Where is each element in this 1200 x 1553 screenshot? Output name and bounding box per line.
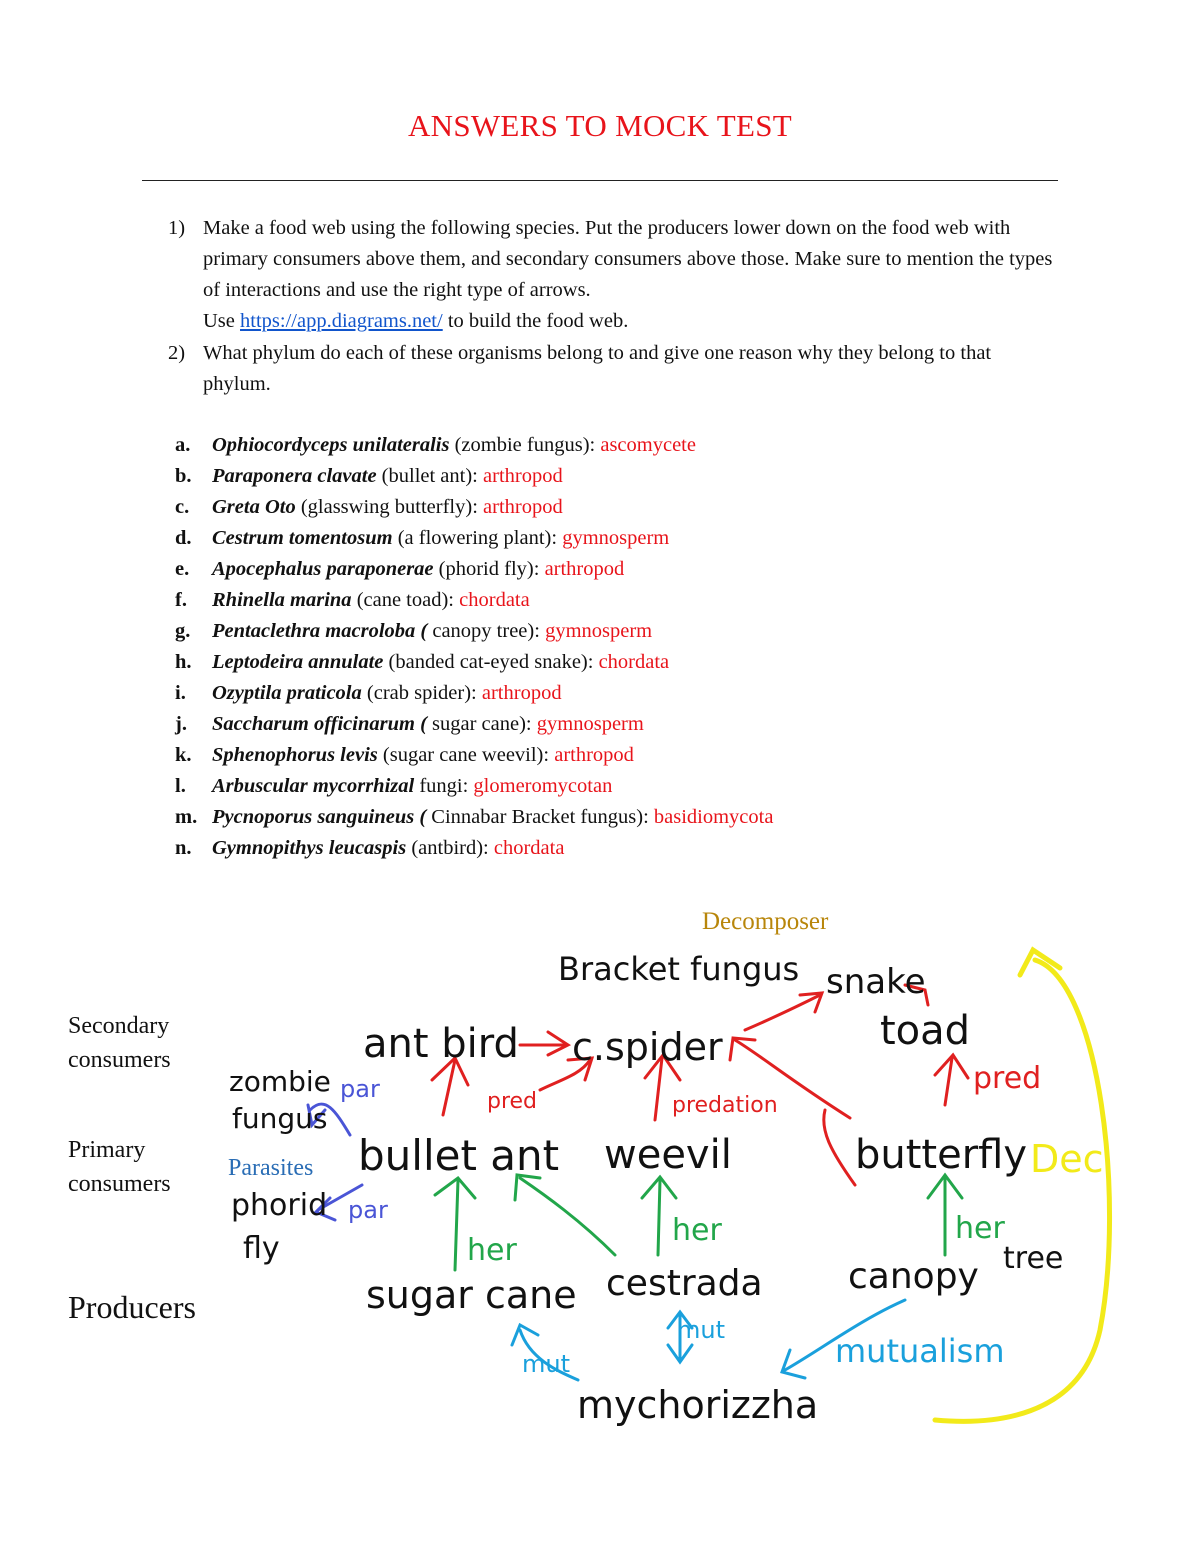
- answer-letter: l.: [175, 775, 186, 797]
- common-name: (antbird):: [411, 837, 489, 859]
- answer-letter: d.: [175, 527, 192, 549]
- scientific-name: Cestrum tomentosum: [212, 527, 393, 549]
- phylum-answer: gymnosperm: [545, 620, 653, 642]
- common-name: (zombie fungus):: [454, 434, 596, 456]
- node-bracket-fungus: Bracket fungus: [558, 950, 800, 988]
- interaction-mutualism-1: mut: [522, 1350, 570, 1378]
- interaction-parasitism-1: par: [340, 1075, 380, 1103]
- question-text: What phylum do each of these organisms belong to and give one reason why they belong to that phylum.: [203, 342, 992, 395]
- scientific-name: Sphenophorus levis: [212, 744, 378, 766]
- interaction-parasitism-2: par: [348, 1196, 388, 1224]
- scientific-name: Saccharum officinarum (: [212, 713, 427, 735]
- phylum-answer: gymnosperm: [536, 713, 644, 735]
- use-suffix: to build the food web.: [447, 310, 629, 332]
- answer-letter: i.: [175, 682, 186, 704]
- question-number: 2): [168, 342, 186, 364]
- label-producers: Producers: [68, 1289, 196, 1325]
- common-name: canopy tree):: [432, 620, 540, 642]
- node-mychorizzha: mychorizzha: [577, 1383, 819, 1427]
- common-name: (phorid fly):: [438, 558, 540, 580]
- interaction-mutualism-2: mut: [677, 1316, 725, 1344]
- interaction-herbivory-3: her: [955, 1211, 1005, 1246]
- common-name: Cinnabar Bracket fungus):: [431, 806, 649, 828]
- node-zombie-fungus-line2: fungus: [232, 1102, 328, 1135]
- common-name: (a flowering plant):: [397, 527, 558, 549]
- answer-letter: f.: [175, 589, 187, 611]
- phylum-answer: arthropod: [544, 558, 625, 580]
- answer-letter: g.: [175, 620, 191, 642]
- label-primary-consumers: consumers: [68, 1171, 171, 1197]
- answer-letter: n.: [175, 837, 192, 859]
- common-name: fungi:: [419, 775, 469, 797]
- common-name: (bullet ant):: [381, 465, 478, 487]
- label-parasites: Parasites: [228, 1155, 314, 1181]
- scientific-name: Leptodeira annulate: [212, 651, 384, 673]
- phylum-answer: arthropod: [554, 744, 634, 766]
- label-primary: Primary: [68, 1137, 146, 1163]
- phylum-answer: chordata: [459, 589, 530, 611]
- phylum-answer: arthropod: [483, 465, 563, 487]
- node-canopy-tree-line2: tree: [1003, 1241, 1064, 1276]
- label-secondary: Secondary: [68, 1013, 170, 1039]
- answer-letter: c.: [175, 496, 190, 518]
- scientific-name: Apocephalus paraponerae: [212, 558, 434, 580]
- interaction-predation-3: pred: [973, 1061, 1042, 1096]
- interaction-herbivory-2: her: [672, 1213, 722, 1248]
- answer-letter: b.: [175, 465, 192, 487]
- scientific-name: Arbuscular mycorrhizal: [212, 775, 415, 797]
- common-name: (crab spider):: [366, 682, 477, 704]
- phylum-answer: chordata: [598, 651, 670, 673]
- label-secondary-consumers: consumers: [68, 1047, 171, 1073]
- node-bullet-ant: bullet ant: [358, 1131, 560, 1180]
- page-title: ANSWERS TO MOCK TEST: [407, 108, 793, 143]
- answer-letter: m.: [175, 806, 198, 828]
- interaction-herbivory-1: her: [467, 1233, 517, 1268]
- common-name: (cane toad):: [356, 589, 455, 611]
- node-zombie-fungus: zombie: [229, 1065, 331, 1098]
- node-crab-spider: c.spider: [572, 1025, 723, 1069]
- phylum-answer: chordata: [493, 837, 565, 859]
- common-name: (glasswing butterfly):: [300, 496, 478, 518]
- common-name: sugar cane):: [432, 713, 532, 735]
- phylum-answer: ascomycete: [600, 434, 696, 456]
- answer-letter: a.: [175, 434, 191, 456]
- node-cestrada: cestrada: [606, 1263, 763, 1304]
- question-number: 1): [168, 217, 186, 239]
- node-toad: toad: [880, 1008, 971, 1054]
- scientific-name: Ozyptila praticola: [212, 682, 362, 704]
- herbivory-arrow-cestrada-weevil: [658, 1180, 660, 1255]
- phylum-answer: gymnosperm: [562, 527, 670, 549]
- phylum-answer: arthropod: [481, 682, 562, 704]
- question-text: Make a food web using the following species. Put the producers lower down on the food web with primary consumers above them, and secondary consumers above those. Make sure to mention the types of interactions and use the right type of arrows.: [203, 217, 1053, 301]
- interaction-predation-2: predation: [672, 1093, 778, 1118]
- scientific-name: Pycnoporus sanguineus (: [212, 806, 427, 828]
- node-phorid-fly-line2: fly: [243, 1231, 280, 1266]
- phylum-answer: basidiomycota: [653, 806, 774, 828]
- use-prefix: Use: [203, 310, 235, 332]
- interaction-predation-1: pred: [487, 1089, 538, 1114]
- label-decomposer: Decomposer: [702, 908, 829, 935]
- node-snake: snake: [826, 962, 926, 1002]
- common-name: (sugar cane weevil):: [382, 744, 550, 766]
- common-name: (banded cat-eyed snake):: [388, 651, 594, 673]
- scientific-name: Paraponera clavate: [212, 465, 377, 487]
- interaction-decomposition: Dec: [1030, 1137, 1104, 1181]
- diagrams-link[interactable]: https://app.diagrams.net/: [240, 310, 443, 332]
- phylum-answer: arthropod: [483, 496, 563, 518]
- scientific-name: Rhinella marina: [212, 589, 352, 611]
- scientific-name: Pentaclethra macroloba (: [212, 620, 428, 642]
- scientific-name: Ophiocordyceps unilateralis: [212, 434, 450, 456]
- node-butterfly: butterfly: [855, 1132, 1028, 1178]
- node-ant-bird: ant bird: [363, 1021, 519, 1067]
- scientific-name: Gymnopithys leucaspis: [212, 837, 407, 859]
- answer-letter: k.: [175, 744, 192, 766]
- answer-letter: j.: [175, 713, 187, 735]
- answer-letter: e.: [175, 558, 190, 580]
- interaction-mutualism-3: mutualism: [835, 1332, 1005, 1370]
- node-phorid-fly: phorid: [231, 1188, 328, 1223]
- node-canopy-tree: canopy: [848, 1256, 979, 1297]
- node-sugar-cane: sugar cane: [366, 1273, 577, 1317]
- phylum-answer: glomeromycotan: [473, 775, 613, 797]
- answer-letter: h.: [175, 651, 192, 673]
- node-weevil: weevil: [604, 1132, 732, 1178]
- scientific-name: Greta Oto: [212, 496, 296, 518]
